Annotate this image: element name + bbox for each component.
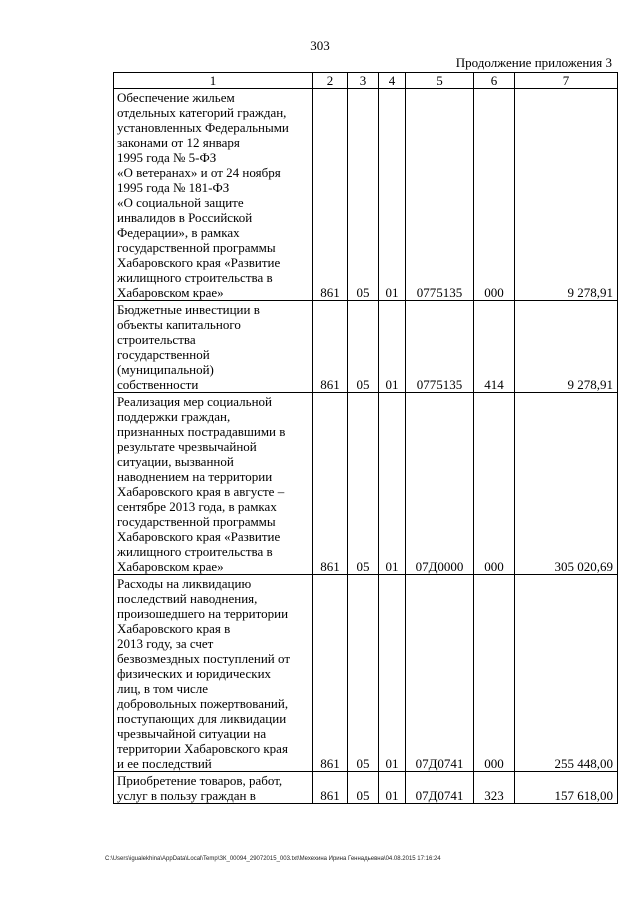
amount-cell: 305 020,69 [515,393,618,575]
description-line: законами от 12 января [117,135,240,150]
description-line: произошедшего на территории [117,606,289,621]
description-line: поступающих для ликвидации [117,711,287,726]
code-section-cell: 05 [348,772,379,804]
column-header-1: 1 [114,73,313,89]
description-line: последствий наводнения, [117,591,258,606]
description-line: Хабаровском крае» [117,285,224,300]
amount-cell: 9 278,91 [515,301,618,393]
description-line: Хабаровского края «Развитие [117,529,281,544]
row-description [114,575,313,772]
description-line: Хабаровского края «Развитие [117,255,281,270]
description-line: «О ветеранах» и от 24 ноября [117,165,281,180]
code-expense-type-cell: 000 [474,575,515,772]
description-line: чрезвычайной ситуации на [117,726,267,741]
table-row [114,772,618,804]
file-path-footer: C:\Users\igualekhina\AppData\Local\Temp\ЗК_00094_29072015_003.txt\Мехехина Ирина Геннадьевна\04.08.2015 17:16:24 [105,856,441,862]
description-line: сентябре 2013 года, в рамках [117,499,277,514]
description-line: Федерации», в рамках [117,225,240,240]
column-header-5: 5 [406,73,474,89]
code-ministry-cell: 861 [313,575,348,772]
description-line: Хабаровском крае» [117,559,224,574]
description-line: наводнением на территории [117,469,273,484]
code-expense-type-cell: 000 [474,89,515,301]
description-line: Хабаровского края в августе – [117,484,285,499]
budget-table [113,72,618,804]
table-row [114,393,618,575]
description-line: жилищного строительства в [117,544,273,559]
code-subsection-cell: 01 [379,575,406,772]
description-line: ситуации, вызванной [117,454,234,469]
description-line: Хабаровского края в [117,621,231,636]
row-description [114,89,313,301]
description-line: «О социальной защите [117,195,244,210]
description-line: 1995 года № 181-ФЗ [117,180,230,195]
code-target-article-cell: 0775135 [406,301,474,393]
code-expense-type-cell: 323 [474,772,515,804]
code-target-article-cell: 07Д0000 [406,393,474,575]
code-subsection-cell: 01 [379,393,406,575]
code-ministry-cell: 861 [313,89,348,301]
description-line: результате чрезвычайной [117,439,257,454]
table-row [114,575,618,772]
description-line: лиц, в том числе [117,681,209,696]
description-line: (муниципальной) [117,362,214,377]
column-header-6: 6 [474,73,515,89]
code-subsection-cell: 01 [379,772,406,804]
code-ministry-cell: 861 [313,393,348,575]
description-line: поддержки граждан, [117,409,231,424]
table-body [114,73,618,804]
column-header-7: 7 [515,73,618,89]
code-target-article-cell: 0775135 [406,89,474,301]
description-line: и ее последствий [117,756,212,771]
page-number: 303 [310,38,330,53]
description-line: 2013 году, за счет [117,636,214,651]
description-line: Обеспечение жильем [117,90,235,105]
description-line: Расходы на ликвидацию [117,576,252,591]
row-description [114,301,313,393]
table-row [114,301,618,393]
column-header-4: 4 [379,73,406,89]
description-line: инвалидов в Российской [117,210,253,225]
description-line: строительства [117,332,196,347]
code-section-cell: 05 [348,575,379,772]
description-line: объекты капитального [117,317,241,332]
row-description [114,772,313,804]
description-line: установленных Федеральными [117,120,289,135]
table-row [114,89,618,301]
column-header-3: 3 [348,73,379,89]
description-line: собственности [117,377,199,392]
code-subsection-cell: 01 [379,89,406,301]
code-section-cell: 05 [348,301,379,393]
code-expense-type-cell: 000 [474,393,515,575]
description-line: добровольных пожертвований, [117,696,289,711]
code-ministry-cell: 861 [313,772,348,804]
code-ministry-cell: 861 [313,301,348,393]
code-subsection-cell: 01 [379,301,406,393]
amount-cell: 255 448,00 [515,575,618,772]
amount-cell: 9 278,91 [515,89,618,301]
description-line: Бюджетные инвестиции в [117,302,260,317]
description-line: безвозмездных поступлений от [117,651,291,666]
description-line: Приобретение товаров, работ, [117,773,283,788]
row-description [114,393,313,575]
description-line: государственной программы [117,514,276,529]
table-header-row [114,73,618,89]
description-line: государственной [117,347,210,362]
code-target-article-cell: 07Д0741 [406,772,474,804]
description-line: услуг в пользу граждан в [117,788,256,803]
description-line: физических и юридических [117,666,272,681]
code-section-cell: 05 [348,393,379,575]
description-line: Реализация мер социальной [117,394,273,409]
description-line: жилищного строительства в [117,270,273,285]
description-line: признанных пострадавшими в [117,424,286,439]
continuation-caption: Продолжение приложения 3 [455,55,612,70]
code-section-cell: 05 [348,89,379,301]
code-target-article-cell: 07Д0741 [406,575,474,772]
description-line: отдельных категорий граждан, [117,105,287,120]
description-line: 1995 года № 5-ФЗ [117,150,217,165]
description-line: территории Хабаровского края [117,741,288,756]
column-header-2: 2 [313,73,348,89]
description-line: государственной программы [117,240,276,255]
code-expense-type-cell: 414 [474,301,515,393]
amount-cell: 157 618,00 [515,772,618,804]
